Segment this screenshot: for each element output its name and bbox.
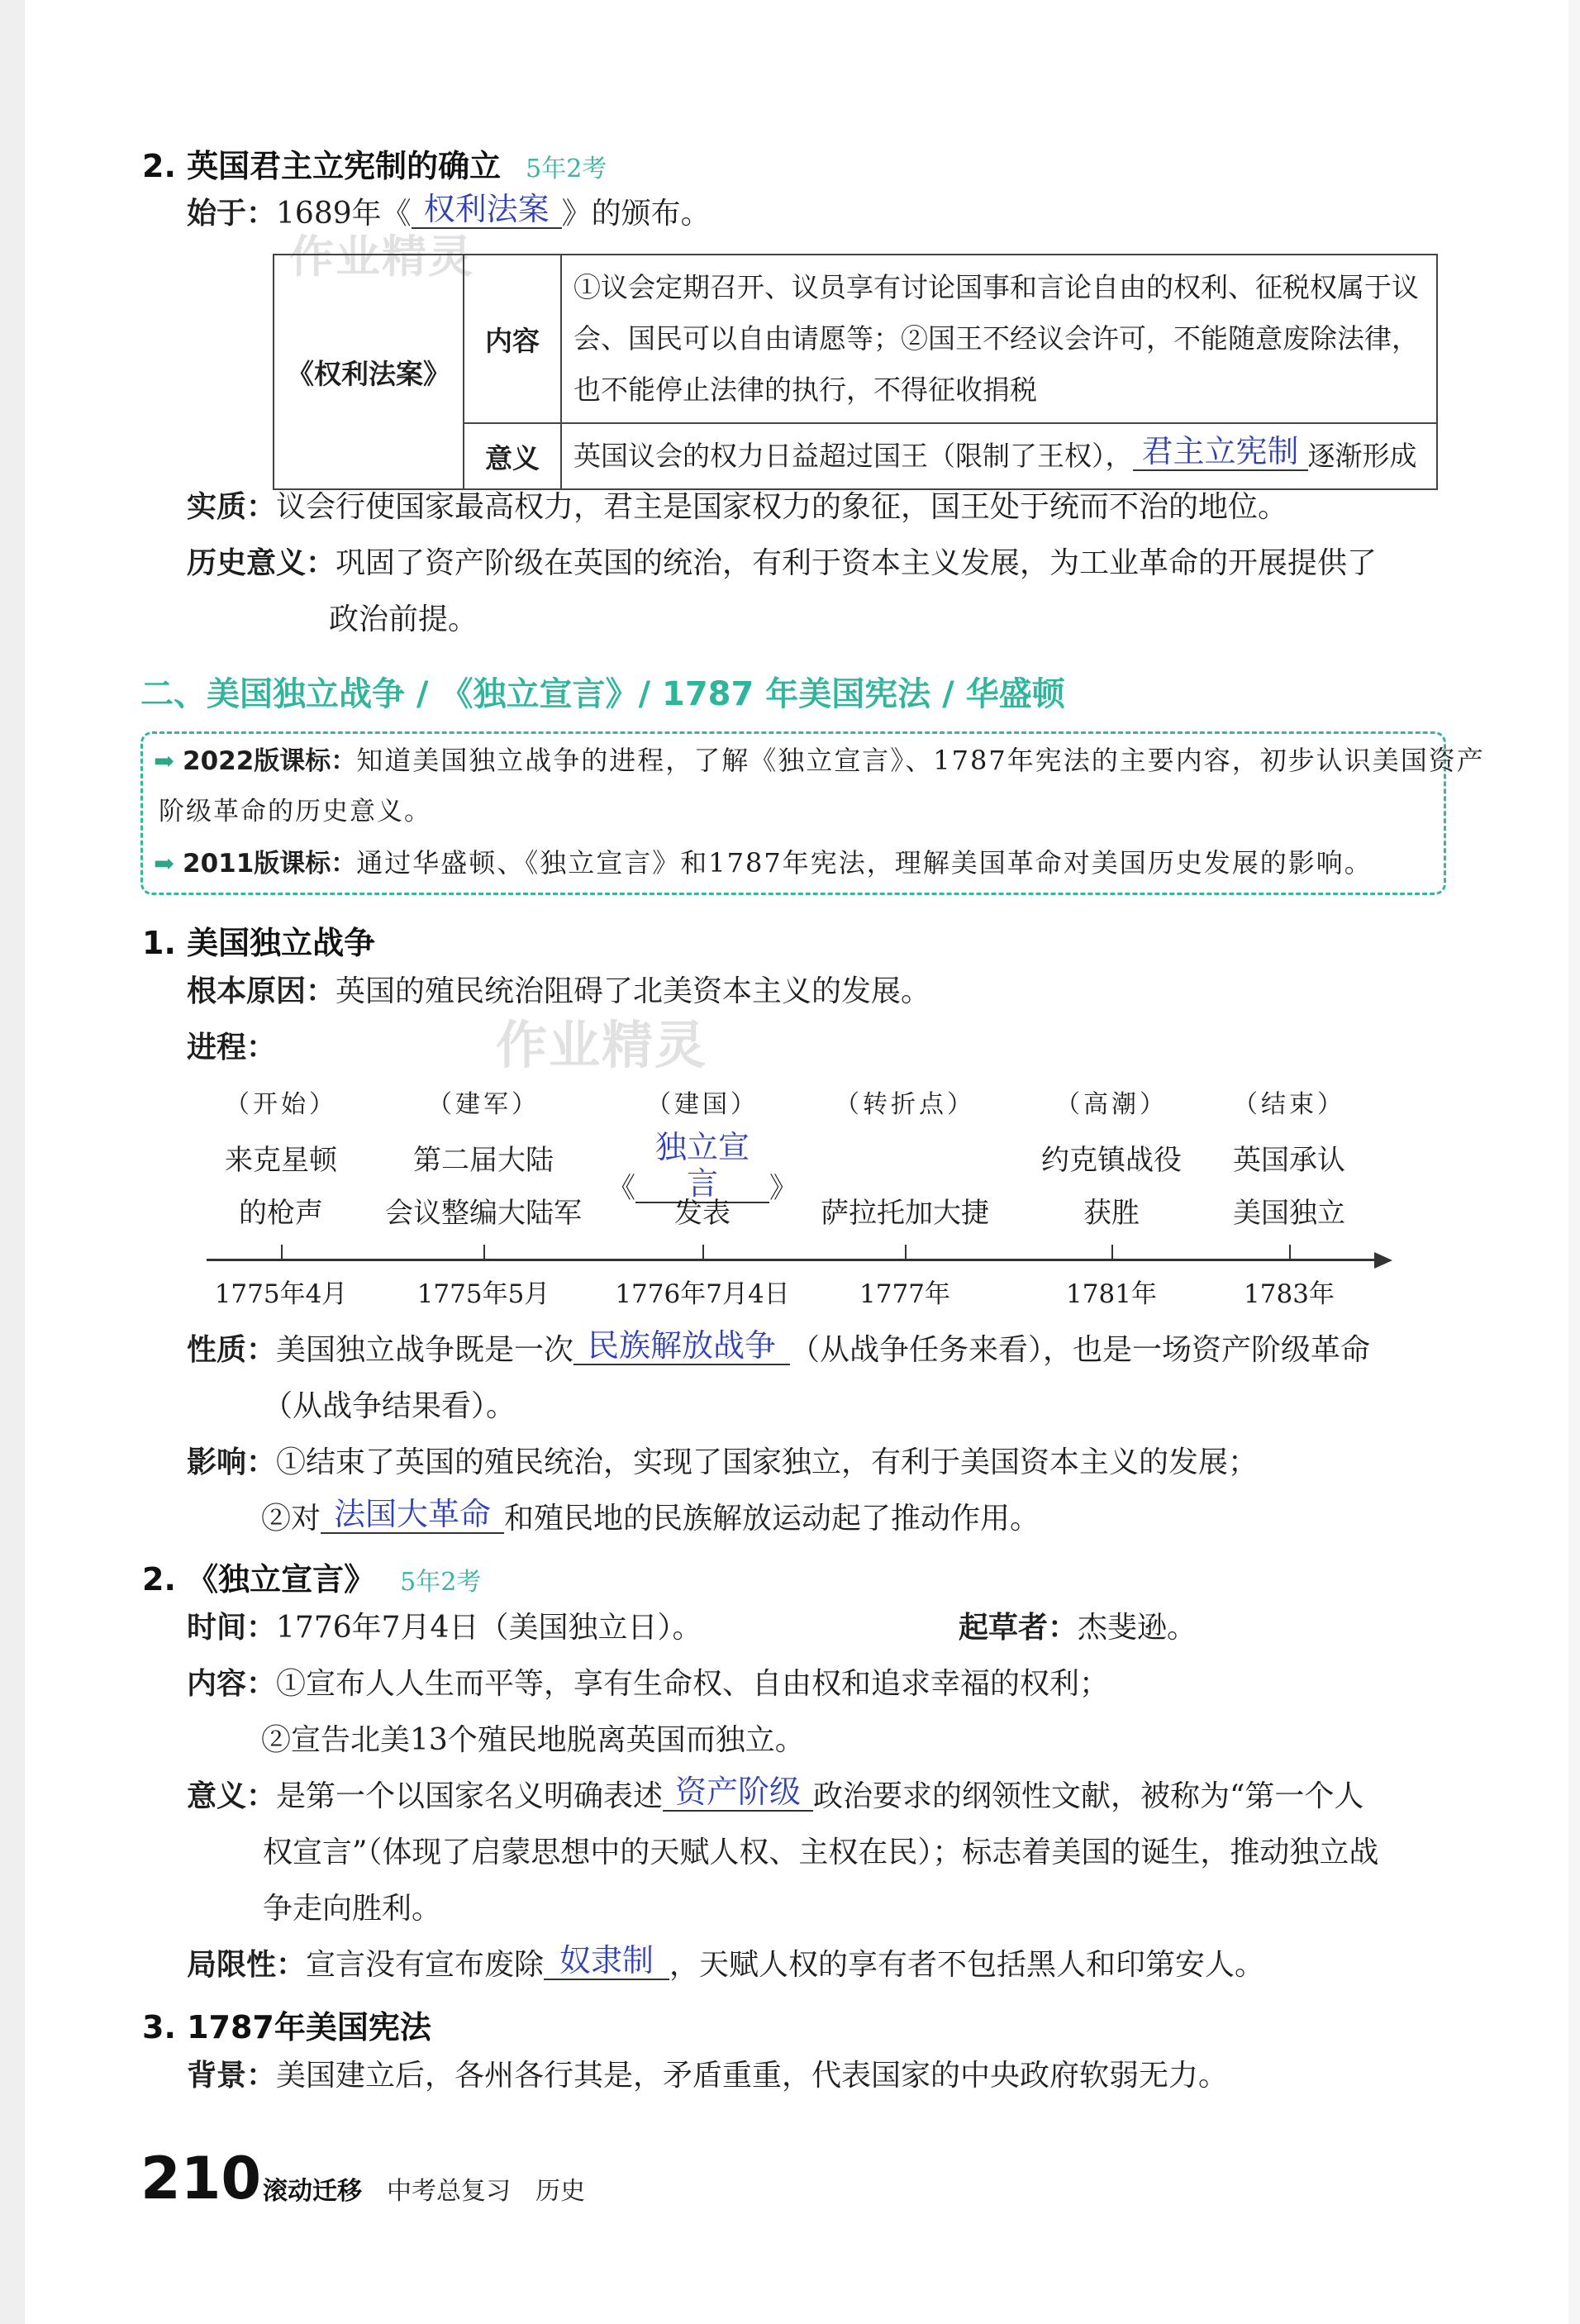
cause-label: 根本原因： (187, 974, 336, 1008)
timeline-stage: （高潮） (1055, 1090, 1168, 1119)
meaning-post: 政治要求的纲领性文献，被称为“第一个人 (813, 1779, 1364, 1813)
meaning-cont-2: 争走向胜利。 (263, 1892, 442, 1926)
heading-1787-constitution: 3. 1787年美国宪法 (142, 2009, 431, 2045)
section-title: 二、美国独立战争 / 《独立宣言》/ 1787 年美国宪法 / 华盛顿 (140, 675, 1065, 713)
nature-line (187, 1322, 1370, 1379)
timeline-date: 1775年4月 (214, 1279, 348, 1309)
cause-text: 英国的殖民统治阻碍了北美资本主义的发展。 (336, 974, 931, 1008)
impact-1: ①结束了英国的殖民统治，实现了国家独立，有利于美国资本主义的发展； (276, 1445, 1259, 1479)
page-number: 210 (140, 2145, 262, 2212)
start-pre: 1689年《 (276, 197, 412, 231)
timeline-axis (207, 1259, 1376, 1261)
answer-blank: 独立宣言 (635, 1129, 769, 1203)
nature-cont: （从战争结果看）。 (263, 1389, 516, 1423)
hist-text: 巩固了资产阶级在英国的统治，有利于资本主义发展，为工业革命的开展提供了 (336, 546, 1378, 580)
content-line (187, 1656, 1109, 1712)
limitation-label: 局限性： (187, 1948, 307, 1982)
nature-pre: 美国独立战争既是一次 (276, 1333, 574, 1367)
timeline-event: 美国独立 (1233, 1197, 1345, 1230)
limitation-post: ，天赋人权的享有者不包括黑人和印第安人。 (669, 1948, 1265, 1982)
page-edge-right (1568, 0, 1580, 2324)
timeline-tick (483, 1245, 485, 1260)
answer-blank: 君主立宪制 (1133, 433, 1308, 471)
timeline-arrow-icon (1374, 1252, 1392, 1269)
heading-constitutional-monarchy (142, 140, 607, 186)
limitation-pre: 宣言没有宣布废除 (306, 1948, 545, 1982)
process-label: 进程： (187, 1031, 277, 1064)
impact-2-post: 和殖民地的民族解放运动起了推动作用。 (504, 1502, 1040, 1536)
standard-2022-cont: 阶级革命的历史意义。 (159, 797, 431, 826)
timeline-event: 发表 (674, 1197, 731, 1230)
timeline-stage: （转折点） (835, 1090, 975, 1119)
time-label: 时间： (187, 1611, 277, 1645)
watermark: 作业精灵 (496, 1015, 708, 1075)
timeline-event: 约克镇战役 (1041, 1144, 1182, 1177)
start-line (187, 186, 711, 242)
timeline-stage: （结束） (1233, 1090, 1345, 1119)
impact-line (187, 1435, 1258, 1491)
impact-2-pre: ②对 (261, 1502, 321, 1536)
timeline-date: 1781年 (1066, 1279, 1157, 1309)
essence-line (187, 479, 1287, 536)
background-label: 背景： (187, 2059, 277, 2093)
answer-blank: 民族解放战争 (573, 1327, 790, 1365)
table-meaning-label: 意义 (464, 423, 561, 489)
essence-label: 实质： (187, 490, 277, 524)
arrow-icon: ➡ (154, 747, 175, 776)
start-label: 始于： (187, 197, 277, 231)
timeline-date: 1775年5月 (416, 1279, 550, 1309)
heading-declaration (142, 1554, 481, 1599)
watermark: 作业精灵 (289, 231, 474, 283)
timeline-event: 萨拉托加大捷 (821, 1197, 989, 1230)
timeline-event: 会议整编大陆军 (385, 1197, 582, 1230)
timeline-event: 第二届大陆 (413, 1144, 554, 1177)
limitation-line (187, 1937, 1264, 1993)
nature-label: 性质： (187, 1333, 277, 1367)
standard-2022-line (154, 735, 1485, 788)
table-content-text: ①议会定期召开、议员享有讨论国事和言论自由的权利、征税权属于议会、国民可以自由请愿等；②国王不经议会许可，不能随意废除法律，也不能停止法律的执行，不得征收捐税 (561, 255, 1437, 423)
standard-2022-label: 2022版课标： (183, 746, 357, 776)
historical-significance-line (187, 536, 1377, 592)
timeline-stage: （建军） (427, 1090, 540, 1119)
historical-significance-cont: 政治前提。 (329, 602, 478, 636)
background-line (187, 2048, 1228, 2104)
book-brand: 滚动迁移 (263, 2177, 362, 2206)
meaning-pre: 英国议会的权力日益超过国王（限制了王权）， (573, 440, 1133, 472)
meaning-pre: 是第一个以国家名义明确表述 (276, 1779, 664, 1813)
timeline-date: 1776年7月4日 (615, 1279, 790, 1309)
standard-2011-label: 2011版课标： (183, 849, 357, 879)
answer-blank: 权利法案 (412, 191, 562, 229)
bracket-close: 》 (769, 1172, 797, 1205)
time-text: 1776年7月4日（美国独立日）。 (276, 1611, 702, 1645)
timeline-date: 1783年 (1244, 1279, 1335, 1309)
arrow-icon: ➡ (154, 850, 175, 879)
timeline-tick (281, 1245, 283, 1260)
meaning-cont: 权宣言”（体现了启蒙思想中的天赋人权、主权在民）；标志着美国的诞生，推动独立战 (263, 1836, 1379, 1869)
answer-blank: 奴隶制 (544, 1942, 669, 1980)
timeline-tick (702, 1245, 704, 1260)
hist-label: 历史意义： (187, 546, 336, 580)
meaning-label: 意义： (187, 1779, 277, 1813)
table-content-label: 内容 (464, 255, 561, 423)
exam-frequency-badge: 5年2考 (526, 155, 607, 183)
standard-2011-line (154, 837, 1373, 890)
impact-label: 影响： (187, 1445, 277, 1479)
timeline-stage: （开始） (225, 1090, 337, 1119)
time-line (187, 1600, 702, 1656)
heading-text: 2. 英国君主立宪制的确立 (142, 148, 502, 184)
content-1: ①宣布人人生而平等，享有生命权、自由权和追求幸福的权利； (276, 1667, 1110, 1701)
content-2: ②宣告北美13个殖民地脱离英国而独立。 (261, 1723, 805, 1757)
timeline-tick (905, 1245, 907, 1260)
nature-post: （从战争任务来看），也是一场资产阶级革命 (790, 1333, 1371, 1367)
standard-2011-text: 通过华盛顿、《独立宣言》和1787年宪法，理解美国革命对美国历史发展的影响。 (356, 847, 1373, 879)
timeline-tick (1111, 1245, 1113, 1260)
timeline-date: 1777年 (859, 1279, 950, 1309)
content-label: 内容： (187, 1667, 277, 1701)
cause-line (187, 964, 930, 1020)
timeline-event: 来克星顿 (225, 1144, 337, 1177)
drafter-text: 杰斐逊。 (1078, 1611, 1197, 1645)
meaning-line (187, 1769, 1363, 1825)
meaning-post: 逐渐形成 (1307, 440, 1417, 472)
bracket-open: 《 (607, 1172, 635, 1205)
drafter-line (959, 1600, 1197, 1656)
answer-blank: 法国大革命 (321, 1496, 504, 1534)
essence-text: 议会行使国家最高权力，君主是国家权力的象征，国王处于统而不治的地位。 (276, 490, 1288, 524)
start-post: 》的颁布。 (561, 197, 711, 231)
heading-text: 2. 《独立宣言》 (142, 1561, 376, 1598)
bill-of-rights-table (273, 254, 1438, 490)
table-row-header: 《权利法案》 (274, 255, 464, 489)
page-edge (0, 0, 25, 2324)
standard-2022-text: 知道美国独立战争的进程，了解《独立宣言》、1787年宪法的主要内容，初步认识美国资产 (356, 745, 1485, 776)
drafter-label: 起草者： (959, 1611, 1078, 1645)
heading-war-of-independence: 1. 美国独立战争 (142, 925, 376, 961)
impact-2-line (261, 1491, 1040, 1547)
timeline-event: 英国承认 (1233, 1144, 1345, 1177)
timeline-tick (1289, 1245, 1291, 1260)
timeline-event: 的枪声 (239, 1197, 323, 1230)
timeline-event: 获胜 (1083, 1197, 1140, 1230)
answer-blank: 资产阶级 (663, 1774, 813, 1812)
background-text: 美国建立后，各州各行其是，矛盾重重，代表国家的中央政府软弱无力。 (276, 2059, 1229, 2093)
book-subtitle: 中考总复习 历史 (387, 2177, 585, 2206)
exam-frequency-badge: 5年2考 (400, 1568, 482, 1597)
timeline-stage: （建国） (646, 1090, 759, 1119)
